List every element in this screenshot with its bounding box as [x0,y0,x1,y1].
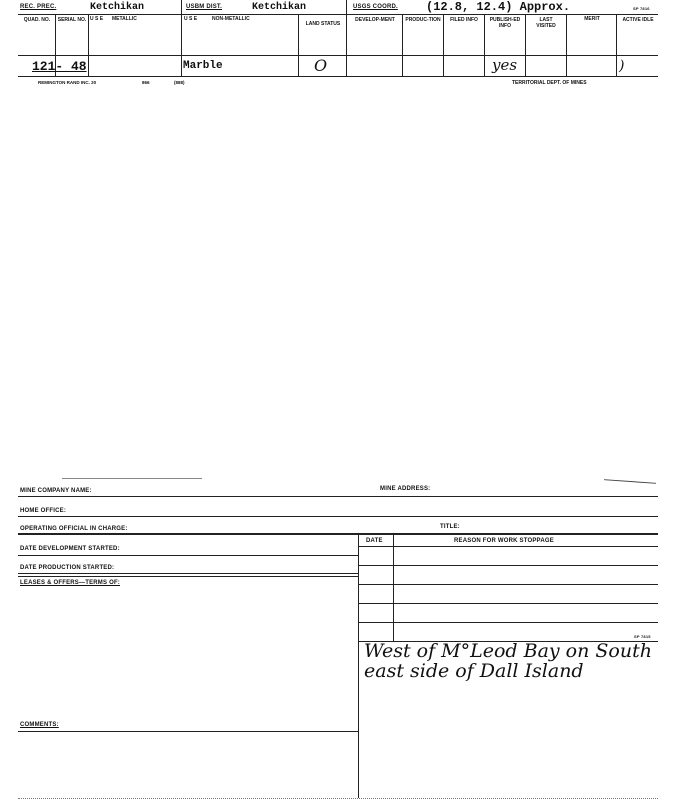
operating-official-label: OPERATING OFFICIAL IN CHARGE: [20,526,128,532]
nonmetallic-header: NON-METALLIC [212,16,250,22]
handwritten-location-line2: east side of Dall Island [364,660,584,682]
date-column-header: DATE [366,538,383,544]
active-idle-header: ACTIVE IDLE [622,17,654,23]
production-header: PRODUC-TION [405,17,441,23]
use-metallic-prefix: U S E [90,16,104,22]
merit-header: MERIT [584,16,600,22]
published-info-value: yes [492,56,518,74]
usbm-dist-value: Ketchikan [252,2,307,13]
handwritten-location-line1: West of M°Leod Bay on South [364,640,652,662]
home-office-label: HOME OFFICE: [20,508,67,514]
land-status-header: LAND STATUS [305,21,341,27]
form-code-top: SP 7816 [633,6,650,11]
footer-mid2: (888) [174,80,185,85]
published-info-header: PUBLISH-ED INFO [489,17,521,29]
rec-prec-value: Ketchikan [90,2,145,13]
usbm-dist-label: USBM DIST. [186,4,223,10]
filed-info-header: FILED INFO [450,17,478,23]
metallic-header: METALLIC [112,16,137,22]
date-production-started-label: DATE PRODUCTION STARTED: [20,565,115,571]
mine-address-label: MINE ADDRESS: [380,486,431,492]
comments-label: COMMENTS: [20,722,59,728]
land-status-value: O [314,56,328,75]
mine-company-name-label: MINE COMPANY NAME: [20,488,92,494]
quad-no-header: QUAD. NO. [23,17,51,23]
active-idle-value: ) [619,58,625,74]
nonmetallic-value: Marble [183,60,223,72]
footer-mid1: 866 [142,80,150,85]
usgs-coord-label: USGS COORD. [353,4,398,10]
development-header: DEVELOP-MENT [355,17,395,23]
reason-column-header: REASON FOR WORK STOPPAGE [454,538,554,544]
footer-left: REMINGTON RAND INC. 20 [38,80,97,85]
date-development-started-label: DATE DEVELOPMENT STARTED: [20,546,120,552]
footer-right: TERRITORIAL DEPT. OF MINES [512,80,587,86]
use-nonmetallic-prefix: U S E [184,16,198,22]
last-visited-header: LAST VISITED [536,17,556,29]
leases-offers-label: LEASES & OFFERS—TERMS OF: [20,580,121,586]
title-label: TITLE: [440,524,460,530]
serial-no-header: SERIAL NO. [57,17,87,23]
usgs-coord-value: (12.8, 12.4) Approx. [426,0,571,14]
form-code-bottom: SP 7815 [634,634,651,639]
rec-prec-label: REC. PREC. [20,4,57,10]
quad-serial-value: 121- 48 [32,59,87,74]
